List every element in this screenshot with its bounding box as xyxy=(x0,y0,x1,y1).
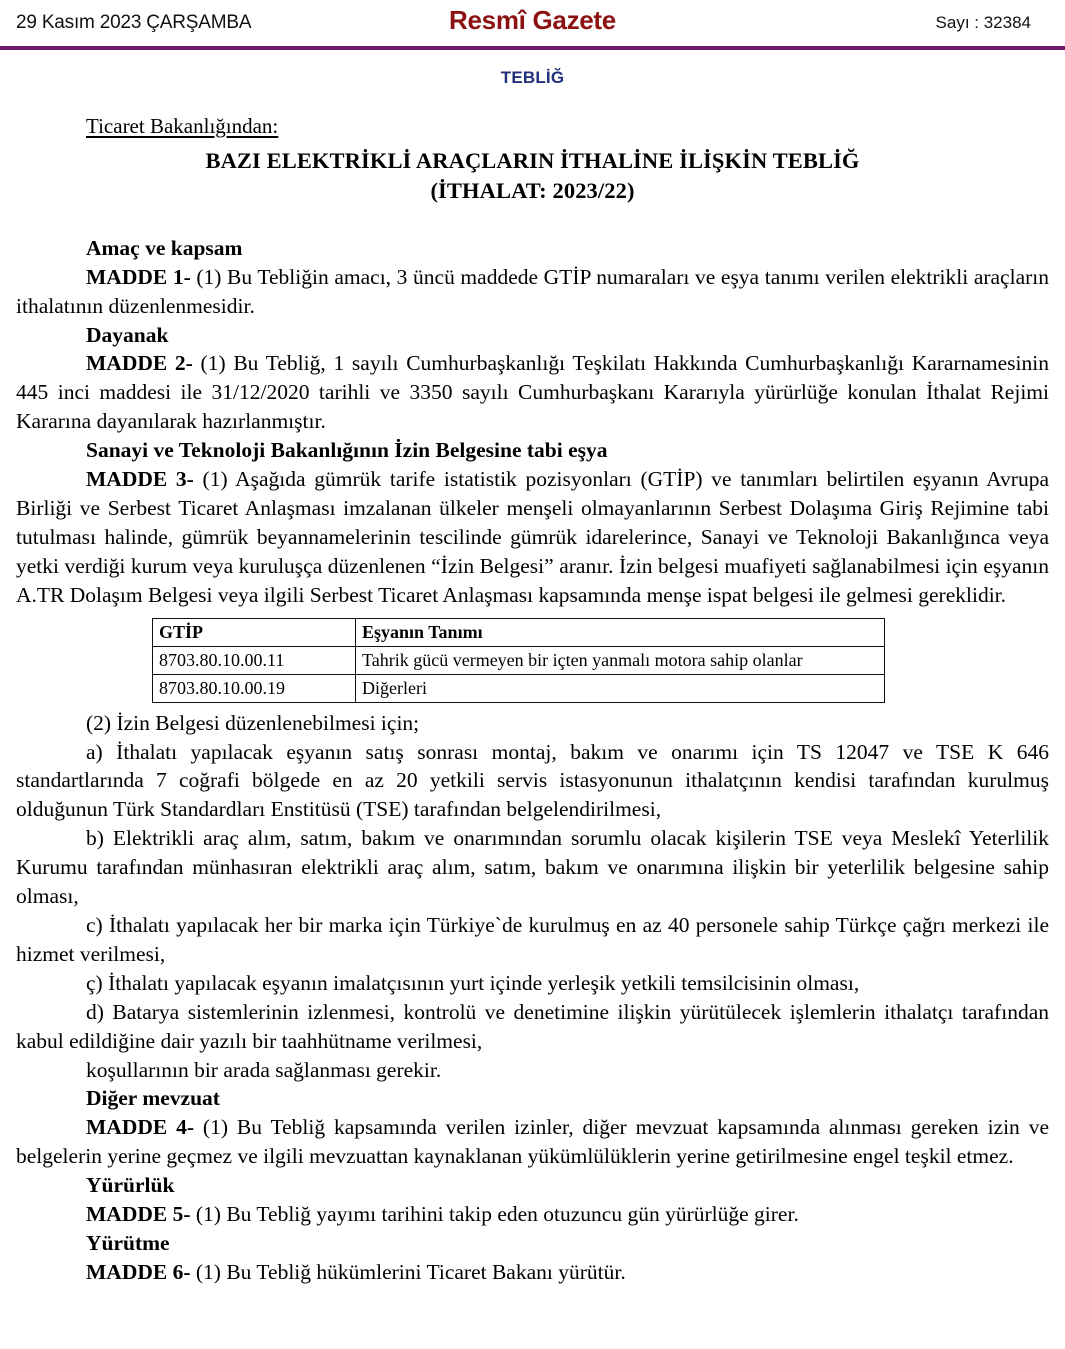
paragraph-bent-c: c) İthalatı yapılacak her bir marka için Türkiye`de kurulmuş en az 40 personele sahip Türkçe çağrı merkezi ile hizmet verilmesi, xyxy=(16,912,1049,966)
paragraph-madde-5 xyxy=(16,1200,1049,1229)
paragraph-madde-2 xyxy=(16,349,1049,436)
heading-amac-ve-kapsam: Amaç ve kapsam xyxy=(86,235,243,260)
cell-gtip-code: 8703.80.10.00.11 xyxy=(153,646,356,674)
heading-yururluk: Yürürlük xyxy=(86,1173,175,1198)
document-title-line1: BAZI ELEKTRİKLİ ARAÇLARIN İTHALİNE İLİŞKİN TEBLİĞ xyxy=(205,148,860,173)
paragraph-bent-a: a) İthalatı yapılacak eşyanın satış sonrası montaj, bakım ve onarımı için TS 12047 ve TSE K 646 standartlarında 7 coğrafi bölgede en az 20 yetkili servis istasyonunun ithalatçının kendisi tarafından kurulmuş olduğunun Türk Standardları Enstitüsü (TSE) tarafından belgelendirilmesi, xyxy=(16,739,1049,822)
cell-gtip-code: 8703.80.10.00.19 xyxy=(153,674,356,702)
issue-number: Sayı : 32384 xyxy=(935,13,1031,32)
paragraph-bent-c-cedilla: ç) İthalatı yapılacak eşyanın imalatçısının yurt içinde yerleşik yetkili temsilcisinin olması, xyxy=(86,970,860,995)
madde-5-text: (1) Bu Tebliğ yayımı tarihini takip eden otuzuncu gün yürürlüğe girer. xyxy=(190,1202,799,1227)
paragraph-madde-4 xyxy=(16,1113,1049,1171)
masthead xyxy=(0,0,1065,46)
gtip-table-wrapper xyxy=(16,618,1049,703)
publication-date: 29 Kasım 2023 ÇARŞAMBA xyxy=(16,12,252,33)
madde-6-text: (1) Bu Tebliğ hükümlerini Ticaret Bakanı yürütür. xyxy=(190,1259,626,1284)
document-page xyxy=(0,68,1065,1287)
gtip-table xyxy=(152,618,885,703)
madde-4-label: MADDE 4- xyxy=(86,1115,195,1140)
cell-gtip-description: Tahrik gücü vermeyen bir içten yanmalı motora sahip olanlar xyxy=(356,646,885,674)
heading-diger-mevzuat: Diğer mevzuat xyxy=(86,1086,220,1111)
table-row xyxy=(153,646,885,674)
document-title-line2: (İTHALAT: 2023/22) xyxy=(430,177,635,203)
paragraph-madde-6 xyxy=(16,1258,1049,1287)
madde-4-text: (1) Bu Tebliğ kapsamında verilen izinler, diğer mevzuat kapsamında alınması gereken izin ve belgelerin yerine geçmez ve ilgili mevzuattan kaynaklanan yükümlülüklerin yerine getirilmesine engel teşkil etmez. xyxy=(16,1115,1049,1169)
gazette-title: Resmî Gazete xyxy=(449,5,616,35)
column-header-esyanin-tanimi: Eşyanın Tanımı xyxy=(356,618,885,646)
table-row xyxy=(153,674,885,702)
paragraph-madde-1 xyxy=(16,263,1049,321)
paragraph-kosullar: koşullarının bir arada sağlanması gerekir. xyxy=(86,1057,442,1082)
issuing-authority: Ticaret Bakanlığından: xyxy=(86,114,279,138)
madde-2-text: (1) Bu Tebliğ, 1 sayılı Cumhurbaşkanlığı Teşkilatı Hakkında Cumhurbaşkanlığı Kararnamesinin 445 inci maddesi ile 31/12/2020 tarihli ve 3350 sayılı Cumhurbaşkanı Kararıyla yürürlüğe konulan İthalat Rejimi Kararına dayanılarak hazırlanmıştır. xyxy=(16,351,1049,434)
heading-izin-belgesine-tabi-esya: Sanayi ve Teknoloji Bakanlığının İzin Belgesine tabi eşya xyxy=(86,438,608,463)
masthead-divider xyxy=(0,46,1065,50)
paragraph-madde-3 xyxy=(16,465,1049,610)
column-header-gtip: GTİP xyxy=(153,618,356,646)
heading-dayanak: Dayanak xyxy=(86,322,169,347)
paragraph-bent-b: b) Elektrikli araç alım, satım, bakım ve onarımından sorumlu olacak kişilerin TSE veya Meslekî Yeterlilik Kurumu tarafından münhasıran elektrikli araç alım, satım, bakım ve onarımına ilişkin bir yeterlilik belgesine sahip olması, xyxy=(16,826,1049,909)
madde-3-label: MADDE 3- xyxy=(86,467,194,492)
document-title xyxy=(16,146,1049,206)
table-header-row xyxy=(153,618,885,646)
madde-3-text: (1) Aşağıda gümrük tarife istatistik pozisyonları (GTİP) ve tanımları belirtilen eşyanın Avrupa Birliği ve Serbest Ticaret Anlaşması imzalanan ülkeler menşeli olmayanlarının Serbest Dolaşıma Giriş Rejimine tabi tutulması halinde, gümrük beyannamelerinin tescilinde gümrük idarelerince, Sanayi ve Teknoloji Bakanlığınca veya yetki verdiği kurum veya kuruluşça düzenlenen “İzin Belgesi” aranır. İzin belgesi muafiyeti sağlanabilmesi için eşyanın A.TR Dolaşım Belgesi veya ilgili Serbest Ticaret Anlaşması kapsamında menşe ispat belgesi ile gelmesi gereklidir. xyxy=(16,467,1049,607)
madde-5-label: MADDE 5- xyxy=(86,1202,191,1227)
paragraph-fikra-2: (2) İzin Belgesi düzenlenebilmesi için; xyxy=(86,710,420,735)
paragraph-bent-d: d) Batarya sistemlerinin izlenmesi, kontrolü ve denetimine ilişkin yürütülecek işlemlerin ithalatçı tarafından kabul edildiğine dair yazılı bir taahhütname verilmesi, xyxy=(16,999,1049,1053)
document-body xyxy=(16,234,1049,1287)
madde-1-text: (1) Bu Tebliğin amacı, 3 üncü maddede GTİP numaraları ve eşya tanımı verilen elektrikli araçların ithalatının düzenlenmesidir. xyxy=(16,264,1050,318)
document-kind-heading: TEBLİĞ xyxy=(500,68,565,87)
madde-1-label: MADDE 1- xyxy=(86,264,191,289)
cell-gtip-description: Diğerleri xyxy=(356,674,885,702)
heading-yurutme: Yürütme xyxy=(86,1230,170,1255)
madde-2-label: MADDE 2- xyxy=(86,351,193,376)
madde-6-label: MADDE 6- xyxy=(86,1259,191,1284)
